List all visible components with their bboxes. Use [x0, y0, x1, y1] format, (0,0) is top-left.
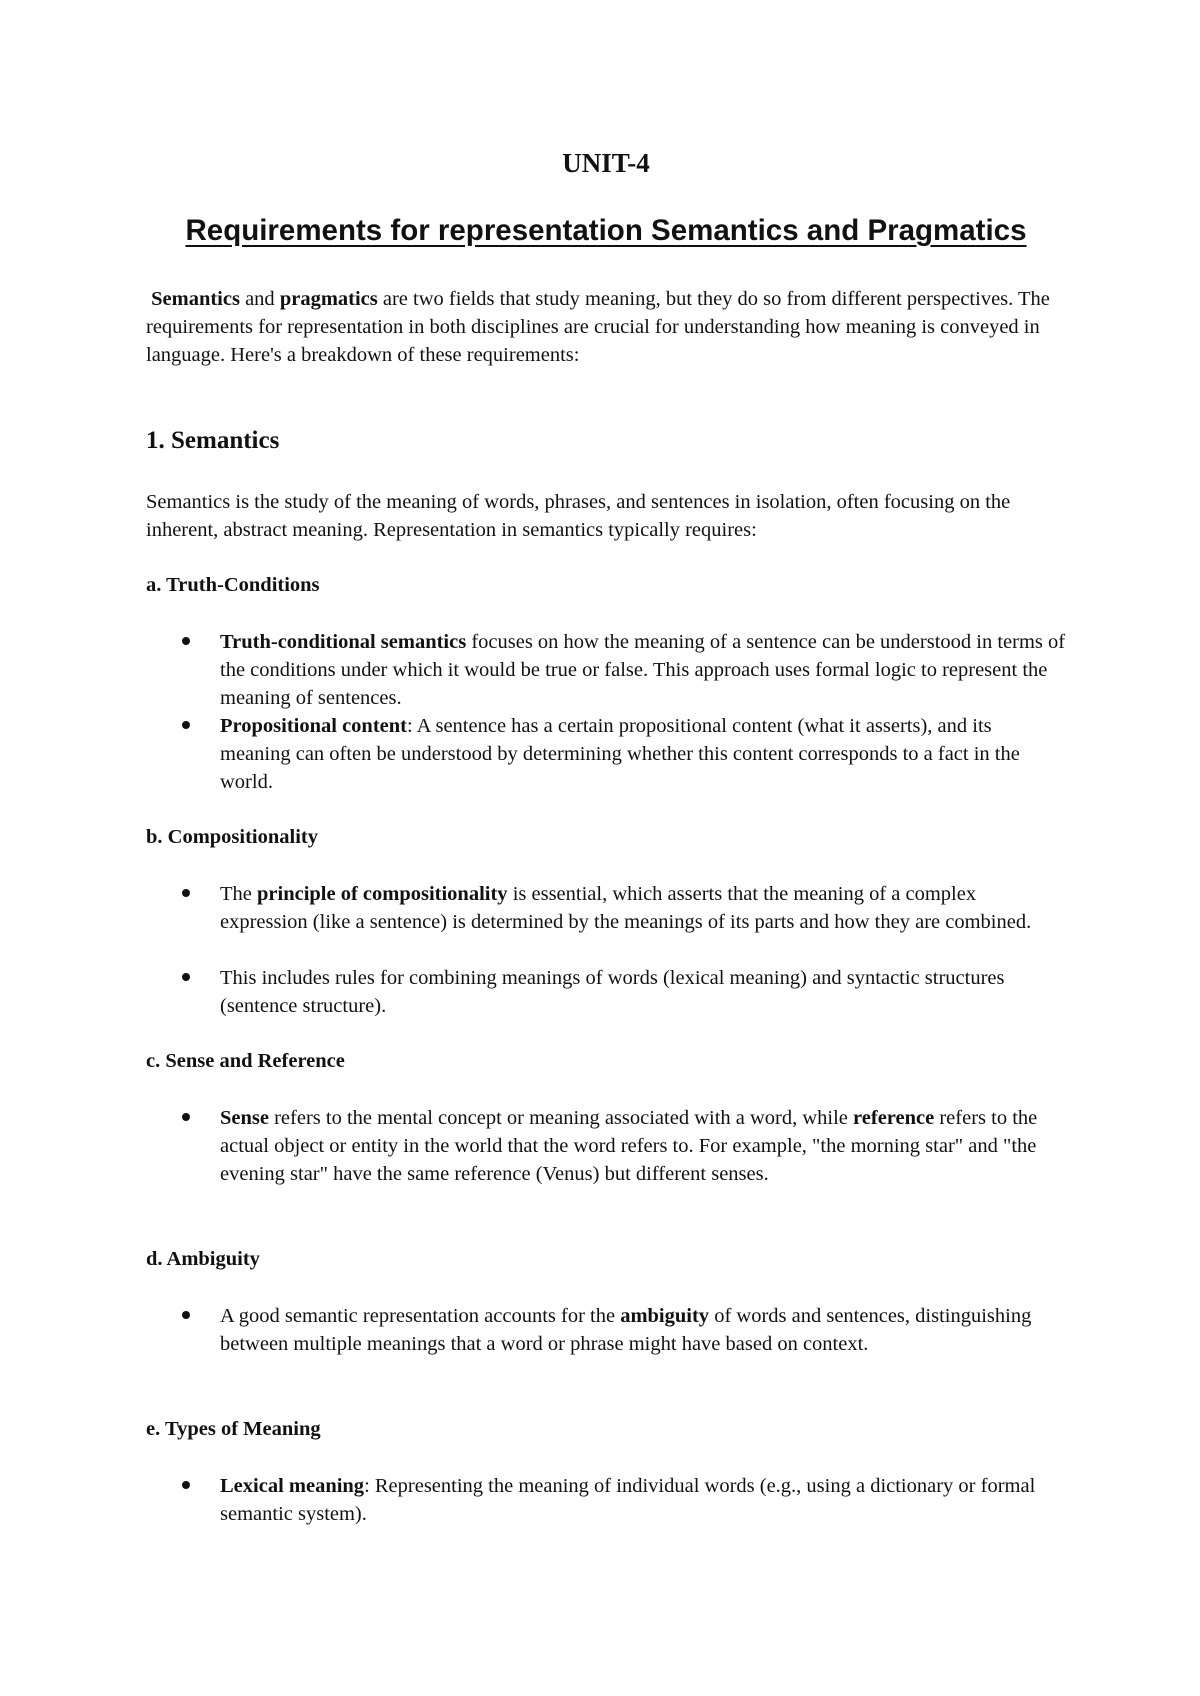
subheading-compositionality: b. Compositionality	[146, 826, 318, 848]
list-item-text	[220, 1472, 1066, 1528]
term-truth-conditional-semantics: Truth-conditional semantics	[220, 631, 467, 653]
term-propositional-content: Propositional content	[220, 715, 407, 737]
intro-term-pragmatics: pragmatics	[279, 288, 378, 310]
intro-paragraph	[146, 285, 1066, 369]
term-sense: Sense	[220, 1107, 269, 1129]
list-item-text	[220, 1302, 1066, 1358]
list-item-prefix: The	[220, 883, 257, 905]
bullet-icon	[182, 1311, 190, 1319]
intro-term-semantics: Semantics	[151, 288, 240, 310]
list-item-text	[220, 880, 1066, 936]
list-item-text: This includes rules for combining meanings of words (lexical meaning) and syntactic structures (sentence structure).	[220, 967, 1005, 1017]
bullet-icon	[182, 973, 190, 981]
bullet-icon	[182, 637, 190, 645]
list-item-body: of words and sentences, distinguishing between multiple meanings that a word or phrase might have based on context.	[220, 1305, 1032, 1355]
list-item-text	[220, 628, 1066, 712]
unit-heading: UNIT-4	[562, 148, 650, 178]
bullet-icon	[182, 721, 190, 729]
term-principle-of-compositionality: principle of compositionality	[257, 883, 508, 905]
subheading-types-of-meaning: e. Types of Meaning	[146, 1418, 321, 1440]
list-item-body: is essential, which asserts that the meaning of a complex expression (like a sentence) is determined by the meanings of its parts and how they are combined.	[220, 883, 1032, 933]
list-item-text	[220, 1104, 1066, 1188]
intro-text: are two fields that study meaning, but they do so from different perspectives. The requirements for representation in both disciplines are crucial for understanding how meaning is conveyed in language. Here's a breakdown of these requirements:	[146, 288, 1050, 366]
list-item-body: : Representing the meaning of individual words (e.g., using a dictionary or formal semantic system).	[220, 1475, 1036, 1525]
section-semantics-heading: 1. Semantics	[146, 427, 280, 454]
term-lexical-meaning: Lexical meaning	[220, 1475, 365, 1497]
intro-text-and: and	[239, 288, 280, 310]
document-title: Requirements for representation Semantics and Pragmatics	[185, 214, 1027, 247]
term-reference: reference	[853, 1107, 935, 1129]
list-item-prefix: A good semantic representation accounts for the	[220, 1305, 621, 1327]
list-item-body: refers to the mental concept or meaning associated with a word, while	[268, 1107, 854, 1129]
semantics-paragraph: Semantics is the study of the meaning of words, phrases, and sentences in isolation, often focusing on the inherent, abstract meaning. Representation in semantics typically requires:	[146, 491, 1011, 541]
subheading-truth-conditions: a. Truth-Conditions	[146, 574, 320, 596]
subheading-ambiguity: d. Ambiguity	[146, 1248, 260, 1270]
list-item-text	[220, 712, 1066, 796]
list-item-body: focuses on how the meaning of a sentence can be understood in terms of the conditions under which it would be true or false. This approach uses formal logic to represent the meaning of sentences.	[220, 631, 1066, 709]
term-ambiguity: ambiguity	[620, 1305, 710, 1327]
bullet-icon	[182, 1113, 190, 1121]
list-item-body: : A sentence has a certain propositional content (what it asserts), and its meaning can often be understood by determining whether this content corresponds to a fact in the world.	[220, 715, 1020, 793]
subheading-sense-and-reference: c. Sense and Reference	[146, 1050, 345, 1072]
bullet-icon	[182, 889, 190, 897]
bullet-icon	[182, 1481, 190, 1489]
list-item-body: refers to the actual object or entity in the world that the word refers to. For example, "the morning star" and "the evening star" have the same reference (Venus) but different senses.	[220, 1107, 1038, 1185]
